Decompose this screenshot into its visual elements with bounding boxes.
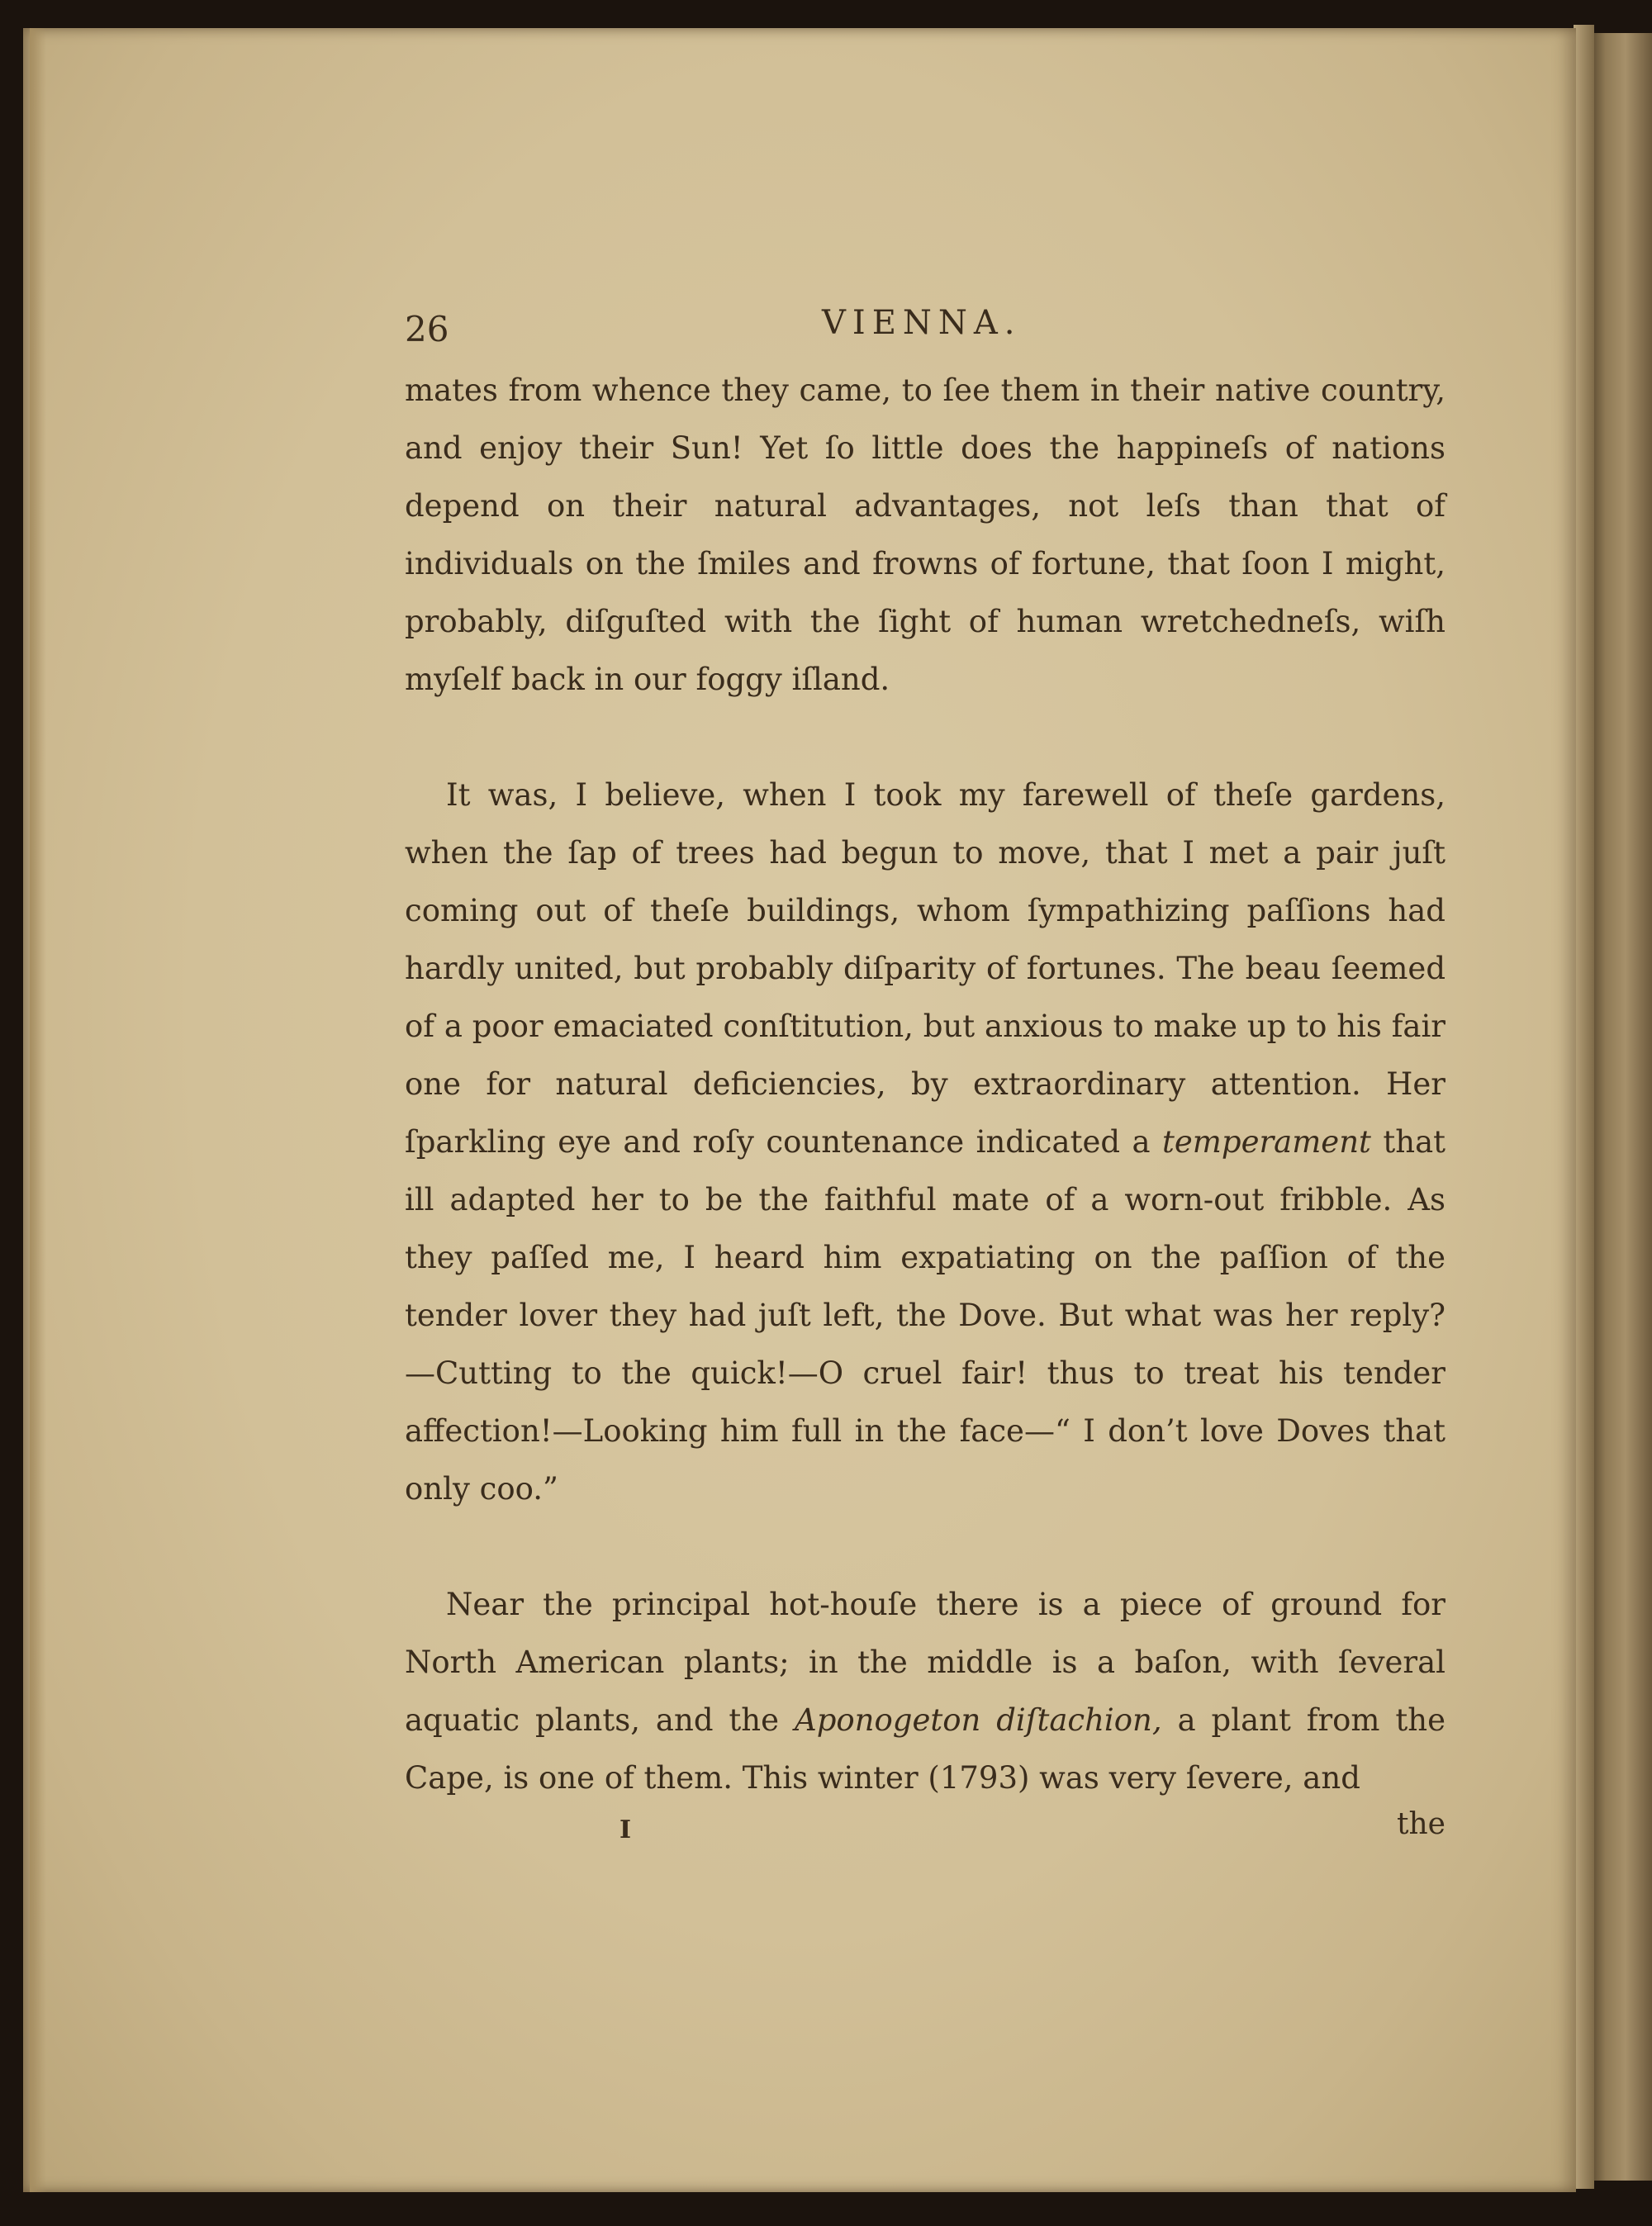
signature-mark: I bbox=[620, 1815, 632, 1844]
page-footer bbox=[405, 1807, 1446, 1865]
paragraph-3-text-before: Near the principal hot-houſe there is a piece of ground for North American plants; in the middle is a baſon, with ſeveral aquatic plants, and the bbox=[405, 1587, 1446, 1738]
paragraph-3-italic: Aponogeton diſtachion, bbox=[794, 1702, 1162, 1738]
paragraph-3-text-after: a plant from the Cape, is one of them. This winter (1793) was very ſevere, and bbox=[405, 1702, 1446, 1796]
paragraph-3 bbox=[405, 1576, 1446, 1807]
paragraph-2-italic: temperament bbox=[1162, 1124, 1371, 1160]
next-page-edge bbox=[1586, 33, 1652, 2181]
page-number: 26 bbox=[405, 309, 449, 349]
paragraph-2 bbox=[405, 767, 1446, 1518]
paragraph-2-text-after: that ill adapted her to be the faithful mate of a worn-out fribble. As they paſſed me, I heard him expatiating on the paſſion of the tender lover they had juſt left, the Dove. But what was her reply?—Cutting to the quick!—O cruel fair! thus to treat his tender affection!—Looking him full in the face—“ I don’t love Doves that only coo.” bbox=[405, 1124, 1446, 1507]
catchword: the bbox=[1397, 1807, 1446, 1841]
page-header bbox=[405, 304, 1446, 362]
paragraph-gap bbox=[405, 709, 1446, 767]
gutter-shadow bbox=[30, 28, 46, 2192]
paragraph-gap bbox=[405, 1518, 1446, 1576]
page-stack-edge bbox=[1574, 25, 1594, 2189]
paragraph-2-text-before: It was, I believe, when I took my farewell of theſe gardens, when the ſap of trees had begun to move, that I met a pair juſt coming out of theſe buildings, whom ſympathizing paſſions had hardly united, but probably diſparity of fortunes. The beau ſeemed of a poor emaciated conſtitution, but anxious to make up to his fair one for natural deficiencies, by extraordinary attention. Her ſparkling eye and roſy countenance indicated a bbox=[405, 777, 1446, 1160]
running-head: VIENNA. bbox=[822, 304, 1022, 342]
paragraph-1: mates from whence they came, to ſee them in their native country, and enjoy their Sun! Yet ſo little does the happineſs of nations depend on their natural advantages, not leſs than that of individuals on the ſmiles and frowns of fortune, that ſoon I might, probably, diſguſted with the ſight of human wretchedneſs, wiſh myſelf back in our foggy iſland. bbox=[405, 373, 1446, 697]
text-block bbox=[405, 304, 1446, 1865]
